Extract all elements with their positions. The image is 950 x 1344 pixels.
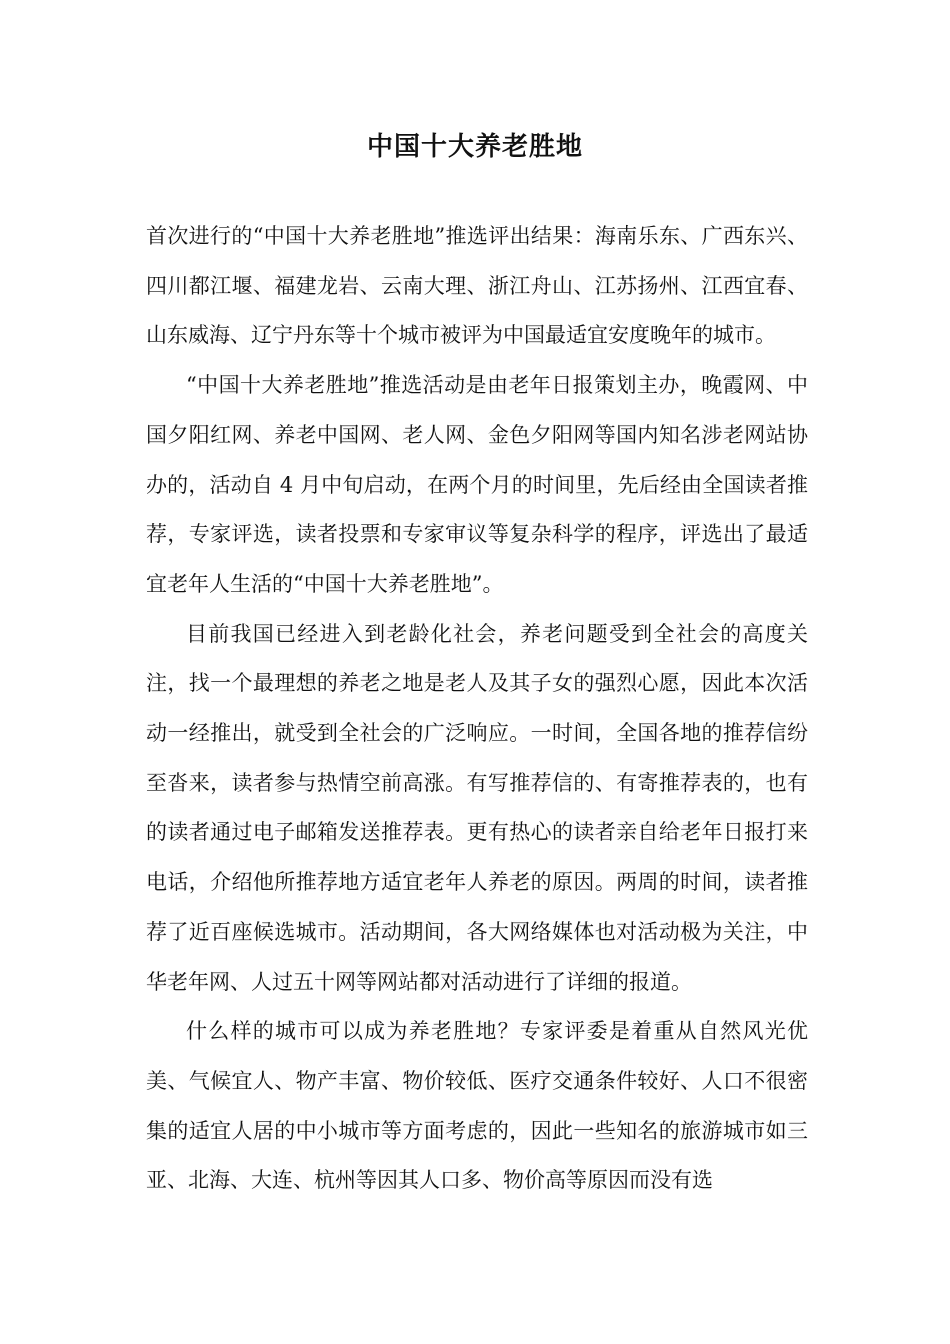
paragraph-organizers: “中国十大养老胜地”推选活动是由老年日报策划主办，晚霞网、中国夕阳红网、养老中国网、老人网、金色夕阳网等国内知名涉老网站协办的，活动自 4 月中旬启动，在两个月的时间里，先后经由全国读者推荐，专家评选，读者投票和专家审议等复杂科学的程序，评选出了最适宜老年人生活的“中国十大养老胜地”。 [146, 373, 808, 596]
paragraph-criteria: 什么样的城市可以成为养老胜地？专家评委是着重从自然风光优美、气候宜人、物产丰富、物价较低、医疗交通条件较好、人口不很密集的适宜人居的中小城市等方面考虑的，因此一些知名的旅游城市如三亚、北海、大连、杭州等因其人口多、物价高等原因而没有选 [146, 1019, 808, 1193]
document-body [146, 212, 808, 1206]
paragraph-results: 首次进行的“中国十大养老胜地”推选评出结果：海南乐东、广西东兴、四川都江堰、福建龙岩、云南大理、浙江舟山、江苏扬州、江西宜春、山东威海、辽宁丹东等十个城市被评为中国最适宜安度晚年的城市。 [146, 224, 808, 348]
document-title: 中国十大养老胜地 [366, 132, 583, 163]
paragraph-aging-society: 目前我国已经进入到老龄化社会，养老问题受到全社会的高度关注，找一个最理想的养老之地是老人及其子女的强烈心愿，因此本次活动一经推出，就受到全社会的广泛响应。一时间，全国各地的推荐信纷至沓来，读者参与热情空前高涨。有写推荐信的、有寄推荐表的，也有的读者通过电子邮箱发送推荐表。更有热心的读者亲自给老年日报打来电话，介绍他所推荐地方适宜老年人养老的原因。两周的时间，读者推荐了近百座候选城市。活动期间，各大网络媒体也对活动极为关注，中华老年网、人过五十网等网站都对活动进行了详细的报道。 [146, 621, 808, 994]
